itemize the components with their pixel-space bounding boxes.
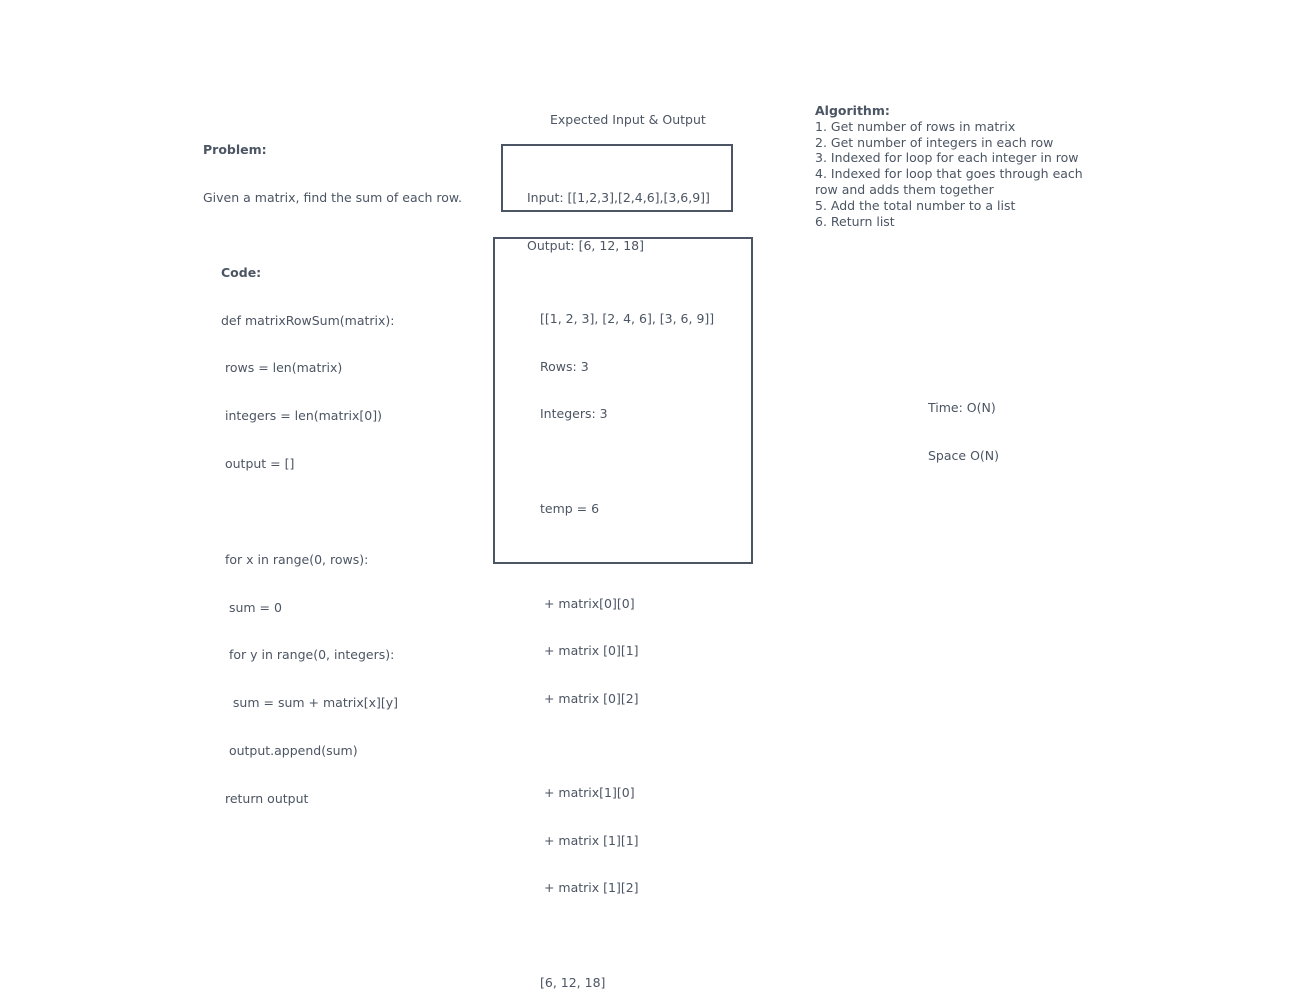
trace-line: + matrix [1][1] [540,832,639,848]
code-line: output = [] [221,456,295,472]
trace-line: [6, 12, 18] [540,975,606,991]
trace-line [540,454,714,470]
space-complexity: Space O(N) [928,448,1000,463]
code-line: integers = len(matrix[0]) [221,408,382,424]
code-section [221,233,398,823]
time-complexity: Time: O(N) [928,400,996,415]
code-line: output.append(sum) [221,742,358,758]
algorithm-heading: Algorithm: [815,103,890,118]
algorithm-step: 1. Get number of rows in matrix [815,118,1016,134]
trace-line: temp = 6 [540,501,600,517]
trace-line: + matrix [1][2] [540,880,639,896]
code-heading: Code: [221,264,262,280]
code-line: return output [221,790,309,806]
trace-line: + matrix [0][1] [540,643,639,659]
trace-line: + matrix[1][0] [540,785,635,801]
complexity-section [928,368,999,480]
algorithm-step: 3. Indexed for loop for each integer in row [815,150,1079,166]
io-output: Output: [6, 12, 18] [527,238,645,253]
algorithm-step: 4. Indexed for loop that goes through each row and adds them together [815,166,1083,197]
algorithm-step: 6. Return list [815,213,895,229]
io-input: Input: [[1,2,3],[2,4,6],[3,6,9]] [527,190,710,205]
code-line: rows = len(matrix) [221,360,343,376]
io-title: Expected Input & Output [550,112,706,127]
code-line: def matrixRowSum(matrix): [221,312,395,328]
trace-line [540,928,714,944]
problem-section [203,110,462,222]
trace-line: Rows: 3 [540,358,589,374]
trace-section [540,280,714,1007]
trace-line: [[1, 2, 3], [2, 4, 6], [3, 6, 9]] [540,311,715,327]
algorithm-section [815,103,1095,229]
trace-line: + matrix[0][0] [540,595,635,611]
algorithm-step: 5. Add the total number to a list [815,197,1016,213]
code-line: sum = sum + matrix[x][y] [221,695,399,711]
code-line: for x in range(0, rows): [221,551,369,567]
trace-line [540,738,714,754]
trace-line [540,548,714,564]
problem-description: Given a matrix, find the sum of each row. [203,190,462,205]
algorithm-step: 2. Get number of integers in each row [815,134,1054,150]
trace-line: + matrix [0][2] [540,690,639,706]
code-line: sum = 0 [221,599,282,615]
trace-line: Integers: 3 [540,406,608,422]
code-line [221,504,398,520]
code-line: for y in range(0, integers): [221,647,395,663]
problem-heading: Problem: [203,142,267,157]
